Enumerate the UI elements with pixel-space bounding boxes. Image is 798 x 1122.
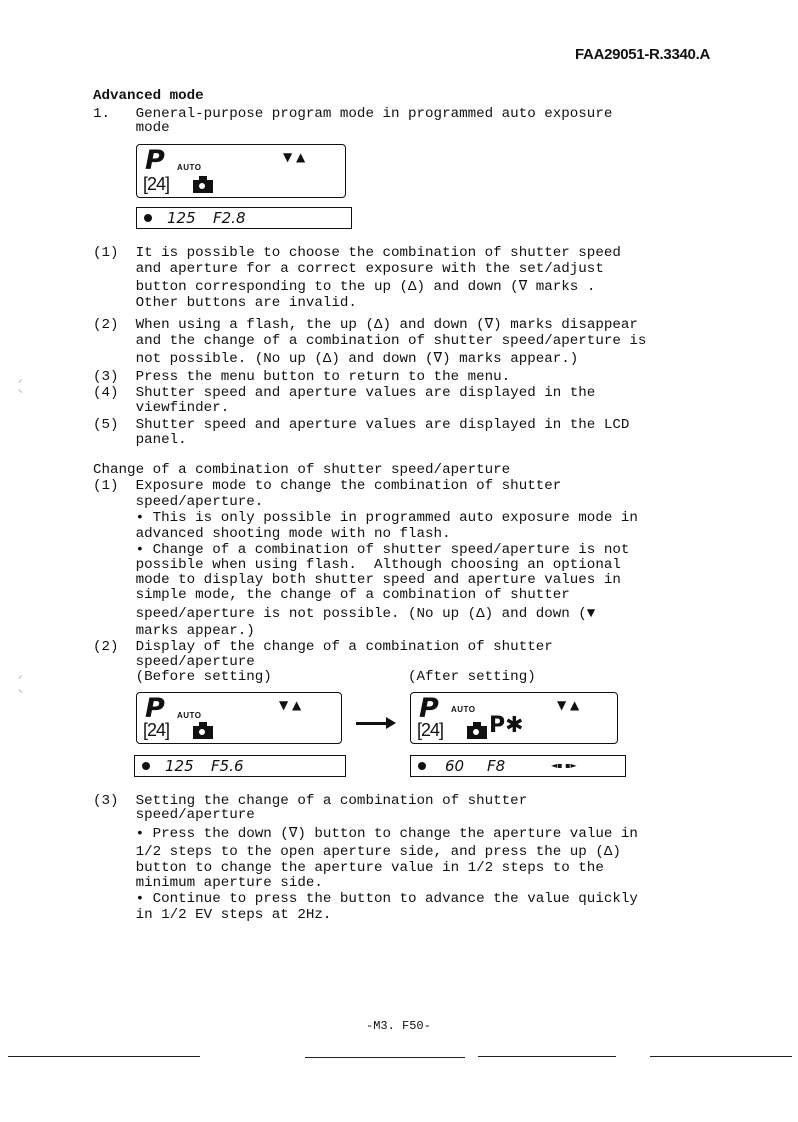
section-title: Advanced mode xyxy=(93,88,204,104)
text-line: and aperture for a correct exposure with the set/adjust xyxy=(93,261,604,277)
camera-icon xyxy=(193,180,213,193)
text-line: (2) Display of the change of a combination of shutter xyxy=(93,639,553,655)
text-line: 1/2 steps to the open aperture side, and press the up (Δ) xyxy=(93,844,621,860)
aperture-value: F5.6 xyxy=(211,757,244,775)
up-down-marks: ▼ ▲ xyxy=(557,698,580,712)
text-line: panel. xyxy=(93,432,187,448)
frame-counter: [24] xyxy=(143,174,170,194)
readout-bar xyxy=(136,207,352,229)
text-line: • Continue to press the button to advance the value quickly xyxy=(93,891,638,907)
text-line: advanced shooting mode with no flash. xyxy=(93,526,451,542)
text-line: • This is only possible in programmed auto exposure mode in xyxy=(93,510,638,526)
mode-indicator: P xyxy=(145,145,165,176)
text-line: speed/aperture. xyxy=(93,494,264,510)
program-shift-indicator: P✱ xyxy=(489,713,524,738)
text-line: (Before setting) (After setting) xyxy=(93,669,536,685)
text-line: simple mode, the change of a combination of shutter xyxy=(93,587,570,603)
lcd-panel-before xyxy=(136,692,342,744)
text-line: marks appear.) xyxy=(93,623,255,639)
page-footer: -M3. F50- xyxy=(366,1019,431,1033)
text-line: minimum aperture side. xyxy=(93,875,323,891)
shutter-value: 125 xyxy=(167,209,196,227)
camera-icon xyxy=(193,726,213,739)
divider xyxy=(8,1056,200,1057)
shutter-value: 60 xyxy=(445,757,465,775)
record-dot-icon xyxy=(144,214,152,222)
text-line: Other buttons are invalid. xyxy=(93,295,357,311)
text-line: (5) Shutter speed and aperture values are displayed in the LCD xyxy=(93,417,630,433)
text-line: button to change the aperture value in 1/2 steps to the xyxy=(93,860,604,876)
auto-label: AUTO xyxy=(177,163,202,172)
lcd-panel-after xyxy=(410,692,618,744)
text-line: speed/aperture is not possible. (No up (Δ) and down (▼ xyxy=(93,606,596,622)
aperture-value: F2.8 xyxy=(213,209,246,227)
up-down-marks: ▼ ▲ xyxy=(283,150,306,164)
text-line: possible when using flash. Although choosing an optional xyxy=(93,557,621,573)
text-line: not possible. (No up (Δ) and down (∇) marks appear.) xyxy=(93,351,579,367)
text-line: speed/aperture xyxy=(93,807,255,823)
scan-mark: ⸝ xyxy=(18,375,23,385)
aperture-value: F8 xyxy=(487,757,506,775)
frame-counter: [24] xyxy=(417,720,444,740)
text-line: (2) When using a flash, the up (Δ) and down (∇) marks disappear xyxy=(93,317,638,333)
text-line: button corresponding to the up (Δ) and down (∇ marks . xyxy=(93,279,596,295)
scan-mark: ⸜ xyxy=(18,385,23,395)
text-line: in 1/2 EV steps at 2Hz. xyxy=(93,907,332,923)
text-line: (3) Setting the change of a combination of shutter xyxy=(93,793,528,809)
document-id: FAA29051-R.3340.A xyxy=(575,46,710,63)
up-down-marks: ▼ ▲ xyxy=(279,698,302,712)
record-dot-icon xyxy=(418,762,426,770)
scan-mark: ⸝ xyxy=(18,671,23,681)
arrow-right-icon xyxy=(356,722,390,725)
text-line: 1. General-purpose program mode in programmed auto exposure xyxy=(93,106,613,122)
shift-arrows-icon: ◄▪ ▪► xyxy=(551,761,577,770)
text-line: mode xyxy=(93,120,170,136)
text-line: (4) Shutter speed and aperture values are displayed in the xyxy=(93,385,596,401)
auto-label: AUTO xyxy=(451,705,476,714)
text-line: (1) Exposure mode to change the combination of shutter xyxy=(93,478,562,494)
shutter-value: 125 xyxy=(165,757,194,775)
lcd-panel xyxy=(136,144,346,198)
text-line: viewfinder. xyxy=(93,400,230,416)
auto-label: AUTO xyxy=(177,711,202,720)
divider xyxy=(305,1057,465,1058)
divider xyxy=(478,1056,616,1057)
divider xyxy=(650,1056,792,1057)
text-line: mode to display both shutter speed and aperture values in xyxy=(93,572,621,588)
camera-icon xyxy=(467,726,487,739)
text-line: (1) It is possible to choose the combination of shutter speed xyxy=(93,245,621,261)
text-line: speed/aperture xyxy=(93,654,255,670)
text-line: and the change of a combination of shutter speed/aperture is xyxy=(93,333,647,349)
text-line: • Change of a combination of shutter speed/aperture is not xyxy=(93,542,630,558)
record-dot-icon xyxy=(142,762,150,770)
subsection-heading: Change of a combination of shutter speed/aperture xyxy=(93,462,511,478)
text-line: • Press the down (∇) button to change the aperture value in xyxy=(93,826,638,842)
text-line: (3) Press the menu button to return to the menu. xyxy=(93,369,511,385)
frame-counter: [24] xyxy=(143,720,170,740)
scan-mark: ⸜ xyxy=(18,685,23,695)
readout-bar-after xyxy=(410,755,626,777)
mode-indicator: P xyxy=(419,693,439,724)
mode-indicator: P xyxy=(145,693,165,724)
readout-bar-before xyxy=(134,755,346,777)
